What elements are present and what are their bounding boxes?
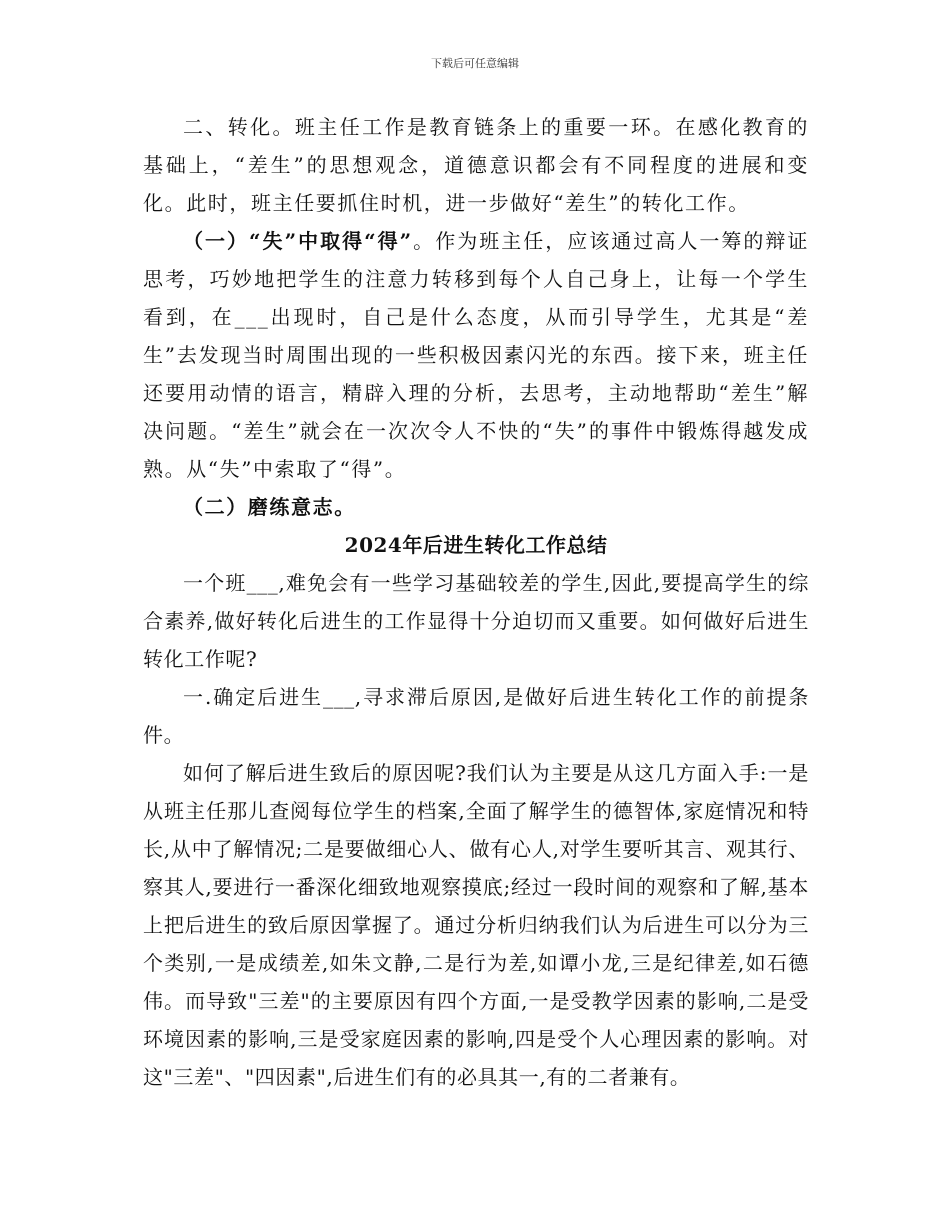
paragraph-loss-and-gain [143, 222, 809, 488]
paragraph-transformation: 二、转化。班主任工作是教育链条上的重要一环。在感化教育的基础上，“差生”的思想观念，道德意识都会有不同程度的进展和变化。此时，班主任要抓住时机，进一步做好“差生”的转化工作。 [143, 115, 809, 215]
paragraph-loss-and-gain-text: 。作为班主任，应该通过高人一筹的辩证思考，巧妙地把学生的注意力转移到每个人自己身上，让每一个学生看到，在___出现时，自己是什么态度，从而引导学生，尤其是“差生”去发现当时周围出现的一些积极因素闪光的东西。接下来，班主任还要用动情的语言，精辟入理的分析，去思考，主动地帮助“差生”解决问题。“差生”就会在一次次令人不快的“失”的事件中锻炼得越发成熟。从“失”中索取了“得”。 [143, 229, 809, 481]
subheading-temper-will: （二）磨练意志。 [183, 495, 356, 519]
subheading-loss-and-gain: （一）“失”中取得“得” [183, 229, 413, 253]
paragraph-identify-students: 一.确定后进生___,寻求滞后原因,是做好后进生转化工作的前提条件。 [143, 685, 809, 747]
document-title: 2024年后进生转化工作总结 [344, 533, 608, 557]
paragraph-intro: 一个班___,难免会有一些学习基础较差的学生,因此,要提高学生的综合素养,做好转化后进生的工作显得十分迫切而又重要。如何做好后进生转化工作呢? [143, 571, 809, 671]
paragraph-causes: 如何了解后进生致后的原因呢?我们认为主要是从这几方面入手:一是从班主任那儿查阅每位学生的档案,全面了解学生的德智体,家庭情况和特长,从中了解情况;二是要做细心人、做有心人,对学生要听其言、观其行、察其人,要进行一番深化细致地观察摸底;经过一段时间的观察和了解,基本上把后进生的致后原因掌握了。通过分析归纳我们认为后进生可以分为三个类别,一是成绩差,如朱文静,二是行为差,如谭小龙,三是纪律差,如石德伟。而导致"三差"的主要原因有四个方面,一是受教学因素的影响,二是受环境因素的影响,三是受家庭因素的影响,四是受个人心理因素的影响。对这"三差"、"四因素",后进生们有的必具其一,有的二者兼有。 [143, 761, 809, 1089]
document-body [143, 108, 809, 1096]
page-header-note: 下载后可任意编辑 [431, 57, 519, 70]
